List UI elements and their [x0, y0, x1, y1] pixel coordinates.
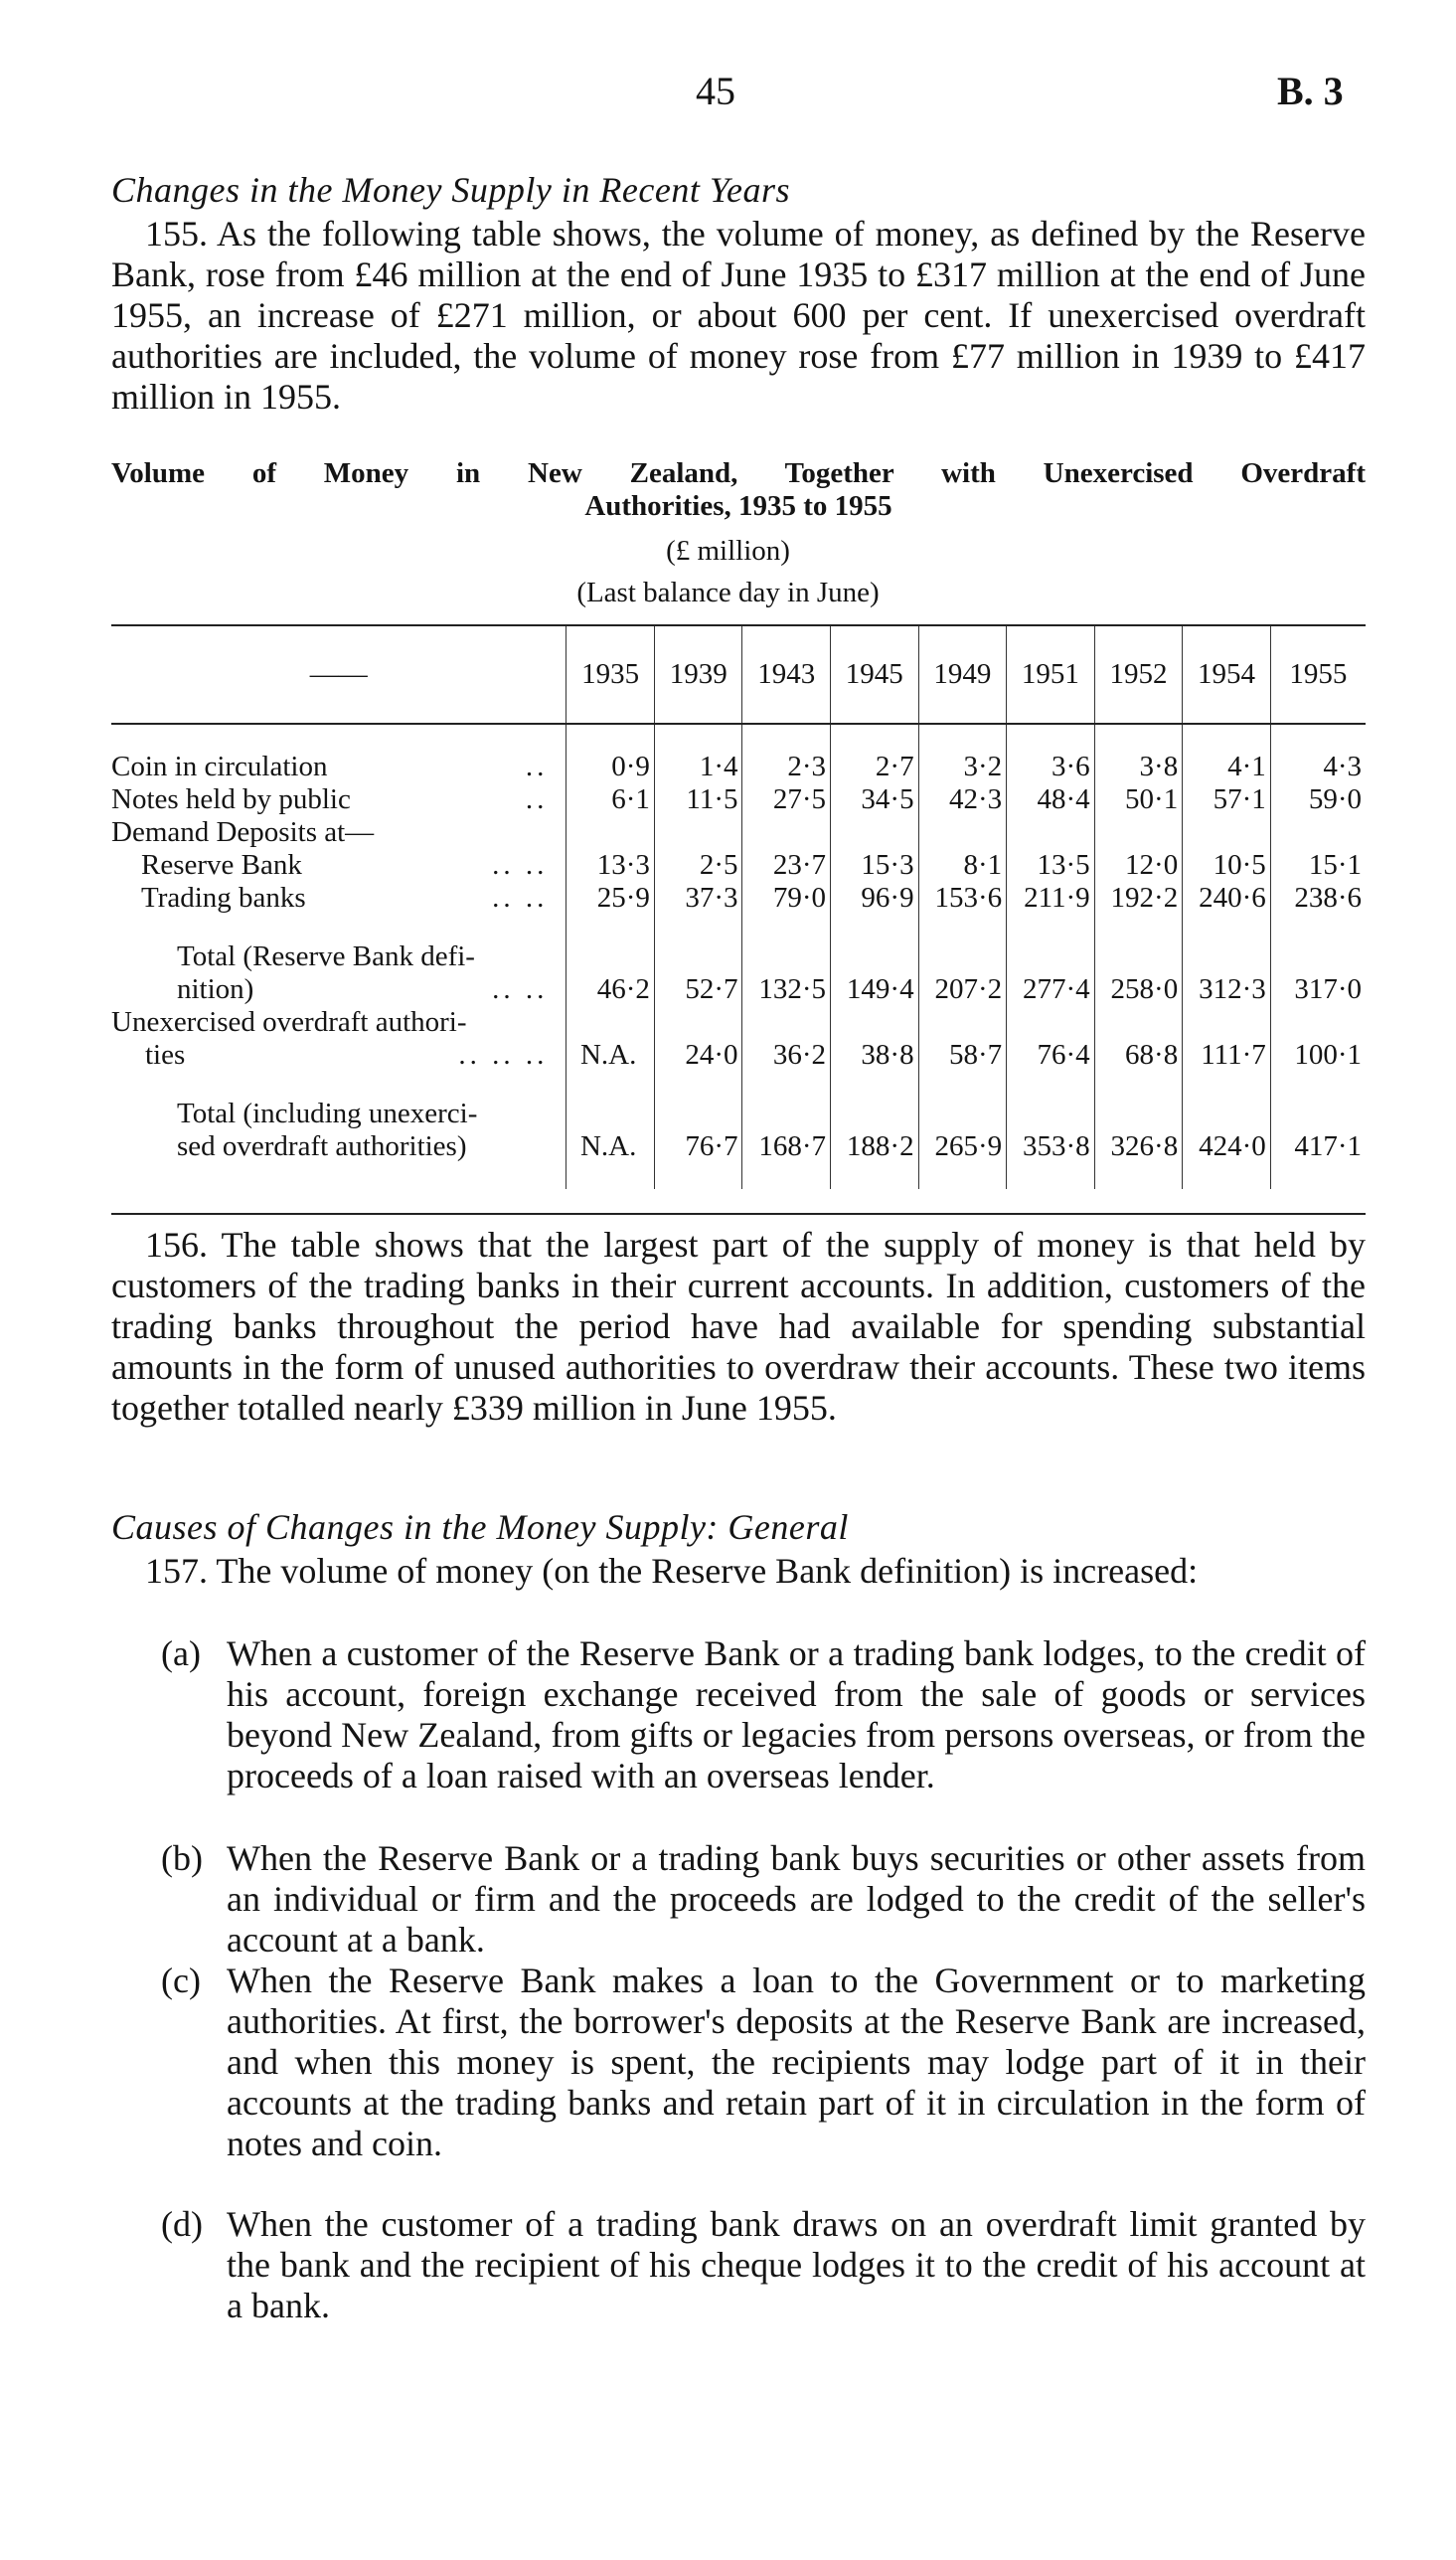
section-heading-causes: Causes of Changes in the Money Supply: General [111, 1507, 849, 1547]
row-label: Notes held by public .. [111, 783, 549, 815]
table-cell: 34·5 [831, 783, 919, 816]
table-cell: 3·8 [1094, 751, 1183, 783]
table-cell: 277·4 [1007, 940, 1095, 1006]
table-cell: 23·7 [742, 849, 831, 882]
row-label: Coin in circulation .. [111, 751, 549, 782]
table-cell: 100·1 [1270, 1006, 1366, 1072]
table-cell: 24·0 [654, 1006, 742, 1072]
table-cell: 46·2 [566, 940, 655, 1006]
table-row-total-including-unexercised [111, 1098, 1366, 1163]
table-cell: 4·1 [1183, 751, 1271, 783]
table-cell: N.A. [566, 1098, 655, 1163]
table-row-notes [111, 783, 1366, 816]
table-cell: 265·9 [918, 1098, 1007, 1163]
table-cell: 1·4 [654, 751, 742, 783]
table-row-reserve-bank [111, 849, 1366, 882]
table-title-line-2: Authorities, 1935 to 1955 [584, 490, 892, 522]
table-cell: 240·6 [1183, 882, 1271, 915]
table-cell: 13·3 [566, 849, 655, 882]
money-volume-table [111, 626, 1366, 1189]
year-header: 1952 [1094, 626, 1183, 724]
table-cell: 353·8 [1007, 1098, 1095, 1163]
table-cell: 48·4 [1007, 783, 1095, 816]
table-cell: 258·0 [1094, 940, 1183, 1006]
table-row-total-reserve-bank-definition [111, 940, 1366, 1006]
year-header: 1935 [566, 626, 655, 724]
paragraph-155 [111, 214, 1366, 418]
table-cell: N.A. [566, 1006, 655, 1072]
table-cell: 424·0 [1183, 1098, 1271, 1163]
table-cell: 188·2 [831, 1098, 919, 1163]
paragraph-157-text: 157. The volume of money (on the Reserve Bank definition) is increased: [145, 1551, 1199, 1591]
table-cell: 111·7 [1183, 1006, 1271, 1072]
row-label: Trading banks .. .. [141, 882, 549, 914]
table-cell: 59·0 [1270, 783, 1366, 816]
table-cell: 3·2 [918, 751, 1007, 783]
table-cell: 326·8 [1094, 1098, 1183, 1163]
row-label: Total (including unexerci- sed overdraft authorities) [177, 1098, 478, 1162]
table-title-line-1: Volume of Money in New Zealand, Together with Unexercised Overdraft [111, 457, 1366, 489]
table-cell: 3·6 [1007, 751, 1095, 783]
list-item-a [111, 1633, 1366, 1796]
table-cell: 192·2 [1094, 882, 1183, 915]
table-cell: 50·1 [1094, 783, 1183, 816]
table-cell: 11·5 [654, 783, 742, 816]
document-reference: B. 3 [1277, 69, 1344, 113]
paragraph-156-text: 156. The table shows that the largest part of the supply of money is that held by customers of the trading banks in their current accounts. In addition, customers of the trading banks throughout the period have had available for spending substantial amounts in the form of unused authorities to overdraw their accounts. These two items together totalled nearly £339 million in June 1955. [111, 1225, 1366, 1428]
list-item-text: When the Reserve Bank makes a loan to the Government or to marketing authorities. At first, the borrower's deposits at the Reserve Bank are increased, and when this money is spent, the recipients may lodge part of it in their accounts at the trading banks and retain part of it in circulation in the form of notes and coin. [227, 1961, 1366, 2163]
table-cell: 132·5 [742, 940, 831, 1006]
page-number: 45 [696, 69, 735, 113]
table-cell: 211·9 [1007, 882, 1095, 915]
paragraph-155-text: 155. As the following table shows, the volume of money, as defined by the Reserve Bank, rose from £46 million at the end of June 1935 to £317 million at the end of June 1955, an increase of £271 million, or about 600 per cent. If unexercised overdraft authorities are included, the volume of money rose from £77 million in 1939 to £417 million in 1955. [111, 214, 1366, 417]
table-cell: 238·6 [1270, 882, 1366, 915]
table-cell: 312·3 [1183, 940, 1271, 1006]
table-cell: 2·7 [831, 751, 919, 783]
list-marker: (c) [161, 1961, 201, 2000]
list-item-b [111, 1838, 1366, 1961]
table-cell: 15·1 [1270, 849, 1366, 882]
table-cell: 149·4 [831, 940, 919, 1006]
table-row-demand-deposits [111, 816, 1366, 849]
list-marker: (b) [161, 1838, 203, 1878]
table-cell: 58·7 [918, 1006, 1007, 1072]
row-label: Unexercised overdraft authori- ties .. .. .. [111, 1006, 549, 1071]
section-heading-money-supply: Changes in the Money Supply in Recent Years [111, 170, 791, 210]
row-label: Demand Deposits at— [111, 816, 375, 848]
list-item-text: When the customer of a trading bank draws on an overdraft limit granted by the bank and the recipient of his cheque lodges it to the credit of his account at a bank. [227, 2204, 1366, 2325]
table-cell: 6·1 [566, 783, 655, 816]
paragraph-157 [111, 1551, 1366, 1592]
table-cell: 13·5 [1007, 849, 1095, 882]
year-header: 1954 [1183, 626, 1271, 724]
year-header: 1939 [654, 626, 742, 724]
table-unit: (£ million) [666, 535, 790, 567]
list-item-c [111, 1961, 1366, 2164]
table-cell: 76·4 [1007, 1006, 1095, 1072]
table-cell: 2·5 [654, 849, 742, 882]
table-cell: 10·5 [1183, 849, 1271, 882]
table-cell: 4·3 [1270, 751, 1366, 783]
table-bottom-rule [111, 1213, 1366, 1215]
table-cell: 2·3 [742, 751, 831, 783]
table-cell: 27·5 [742, 783, 831, 816]
list-marker: (a) [161, 1633, 201, 1673]
table-cell: 96·9 [831, 882, 919, 915]
table-cell: 36·2 [742, 1006, 831, 1072]
year-header: 1945 [831, 626, 919, 724]
table-cell: 153·6 [918, 882, 1007, 915]
table-basis: (Last balance day in June) [576, 577, 880, 608]
table-title [111, 457, 1366, 523]
list-marker: (d) [161, 2204, 203, 2244]
table-cell: 8·1 [918, 849, 1007, 882]
paragraph-156 [111, 1225, 1366, 1429]
table-cell: 79·0 [742, 882, 831, 915]
row-label: Reserve Bank .. .. [141, 849, 549, 881]
table-cell: 37·3 [654, 882, 742, 915]
page-header [0, 60, 1456, 119]
table-row-trading-banks [111, 882, 1366, 915]
table-cell: 76·7 [654, 1098, 742, 1163]
table-header-row [111, 626, 1366, 724]
table-cell: 207·2 [918, 940, 1007, 1006]
table-cell: 317·0 [1270, 940, 1366, 1006]
year-header: 1943 [742, 626, 831, 724]
row-label: Total (Reserve Bank defi- nition) .. .. [177, 940, 549, 1005]
year-header: 1951 [1007, 626, 1095, 724]
table-cell: 68·8 [1094, 1006, 1183, 1072]
table-cell: 0·9 [566, 751, 655, 783]
table-cell: 417·1 [1270, 1098, 1366, 1163]
list-item-text: When the Reserve Bank or a trading bank buys securities or other assets from an individual or firm and the proceeds are lodged to the credit of the seller's account at a bank. [227, 1838, 1366, 1960]
table-cell: 52·7 [654, 940, 742, 1006]
table-cell: 168·7 [742, 1098, 831, 1163]
table-cell: 15·3 [831, 849, 919, 882]
table-row-unexercised-overdraft [111, 1006, 1366, 1072]
table-cell: 57·1 [1183, 783, 1271, 816]
list-item-text: When a customer of the Reserve Bank or a trading bank lodges, to the credit of his account, foreign exchange received from the sale of goods or services beyond New Zealand, from gifts or legacies from persons overseas, or from the proceeds of a loan raised with an overseas lender. [227, 1633, 1366, 1795]
table-corner-dash: —— [111, 626, 566, 724]
table-cell: 42·3 [918, 783, 1007, 816]
table-cell: 38·8 [831, 1006, 919, 1072]
year-header: 1955 [1270, 626, 1366, 724]
table-row-coin [111, 751, 1366, 783]
table-cell: 25·9 [566, 882, 655, 915]
table-cell: 12·0 [1094, 849, 1183, 882]
year-header: 1949 [918, 626, 1007, 724]
list-item-d [111, 2204, 1366, 2326]
